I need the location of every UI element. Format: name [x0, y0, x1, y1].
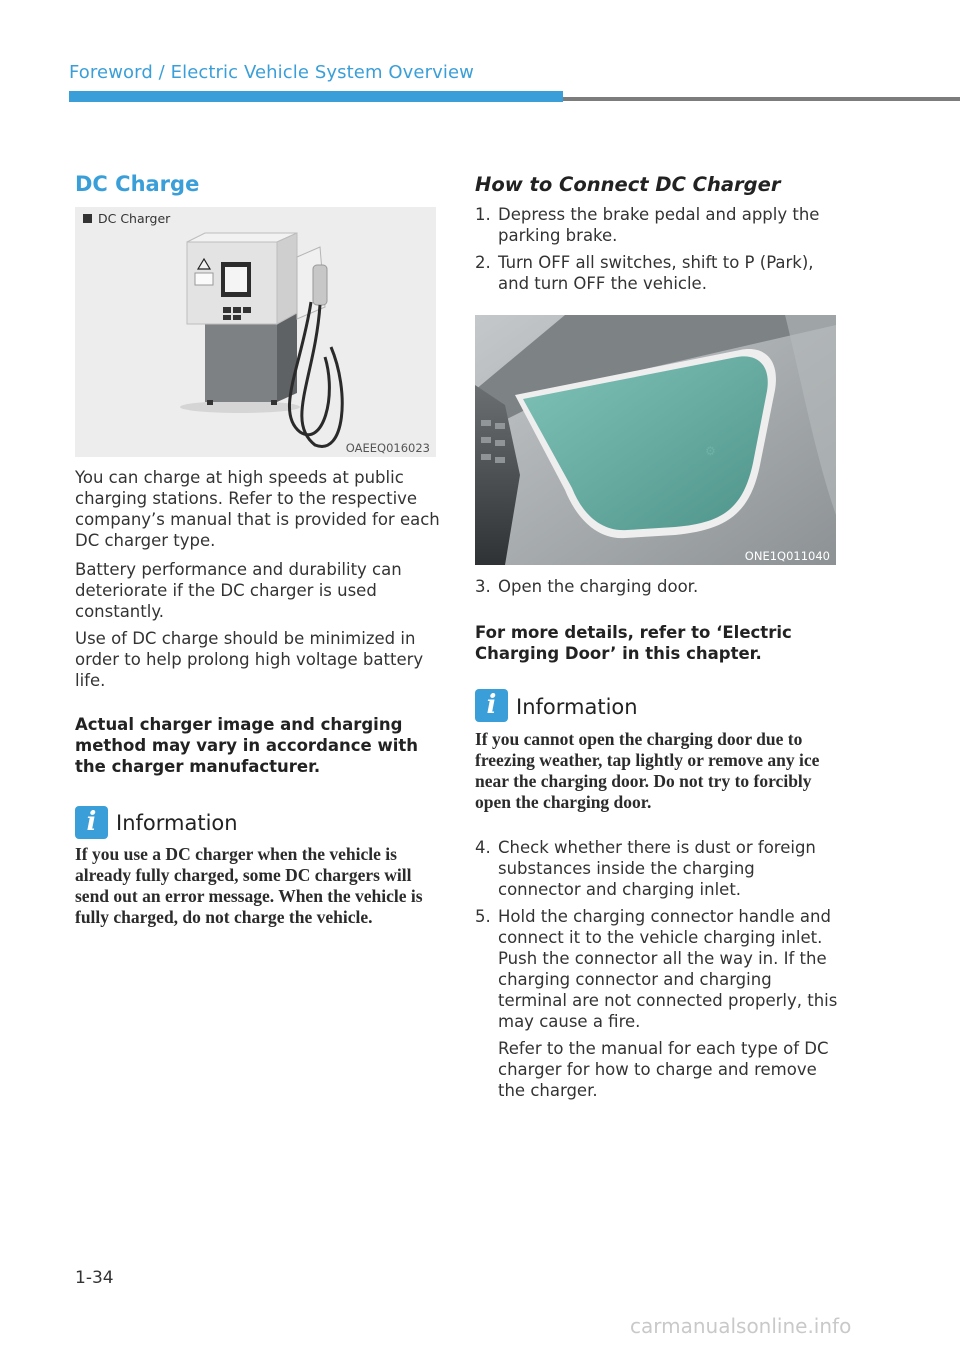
dc-charger-illustration [75, 207, 436, 457]
figure-caption: DC Charger [83, 211, 170, 226]
chapter-header: Foreword / Electric Vehicle System Overview [69, 62, 474, 83]
section-title: DC Charge [75, 172, 200, 196]
watermark: carmanualsonline.info [630, 1314, 852, 1338]
info-body: If you cannot open the charging door due to freezing weather, tap lightly or remove any ice near the charging door. Do not try to forcibly open the charging door. [475, 729, 820, 812]
charger-note: Actual charger image and charging method may vary in accordance with the charger manufacturer. [75, 715, 419, 776]
info-title: Information [116, 811, 238, 835]
step-5-continued: Refer to the manual for each type of DC charger for how to charge and remove the charger. [498, 1039, 829, 1100]
info-title: Information [516, 695, 638, 719]
header-rule [563, 97, 960, 101]
door-note: For more details, refer to ‘Electric Charging Door’ in this chapter. [475, 623, 792, 663]
paragraph-1: You can charge at high speeds at public charging stations. Refer to the respective company’s manual that is provided for each DC charger type. [75, 468, 440, 550]
svg-text:⚙: ⚙ [705, 444, 716, 458]
info-body: If you use a DC charger when the vehicle is already fully charged, some DC chargers will send out an error message. When the vehicle is fully charged, do not charge the vehicle. [75, 844, 423, 927]
information-icon: i [475, 689, 508, 722]
charging-door-illustration [475, 315, 836, 565]
subsection-heading: How to Connect DC Charger [475, 173, 781, 196]
paragraph-2: Battery performance and durability can deteriorate if the DC charger is used constantly. [75, 560, 402, 621]
information-icon: i [75, 806, 108, 839]
paragraph-3: Use of DC charge should be minimized in order to help prolong high voltage battery life. [75, 629, 424, 690]
figure-code: ONE1Q011040 [744, 549, 830, 563]
header-accent-bar [69, 91, 563, 102]
page-number: 1-34 [75, 1268, 114, 1288]
charging-door-figure [475, 315, 836, 565]
dc-charger-figure [75, 207, 436, 457]
figure-code: OAEEQ016023 [345, 441, 430, 455]
